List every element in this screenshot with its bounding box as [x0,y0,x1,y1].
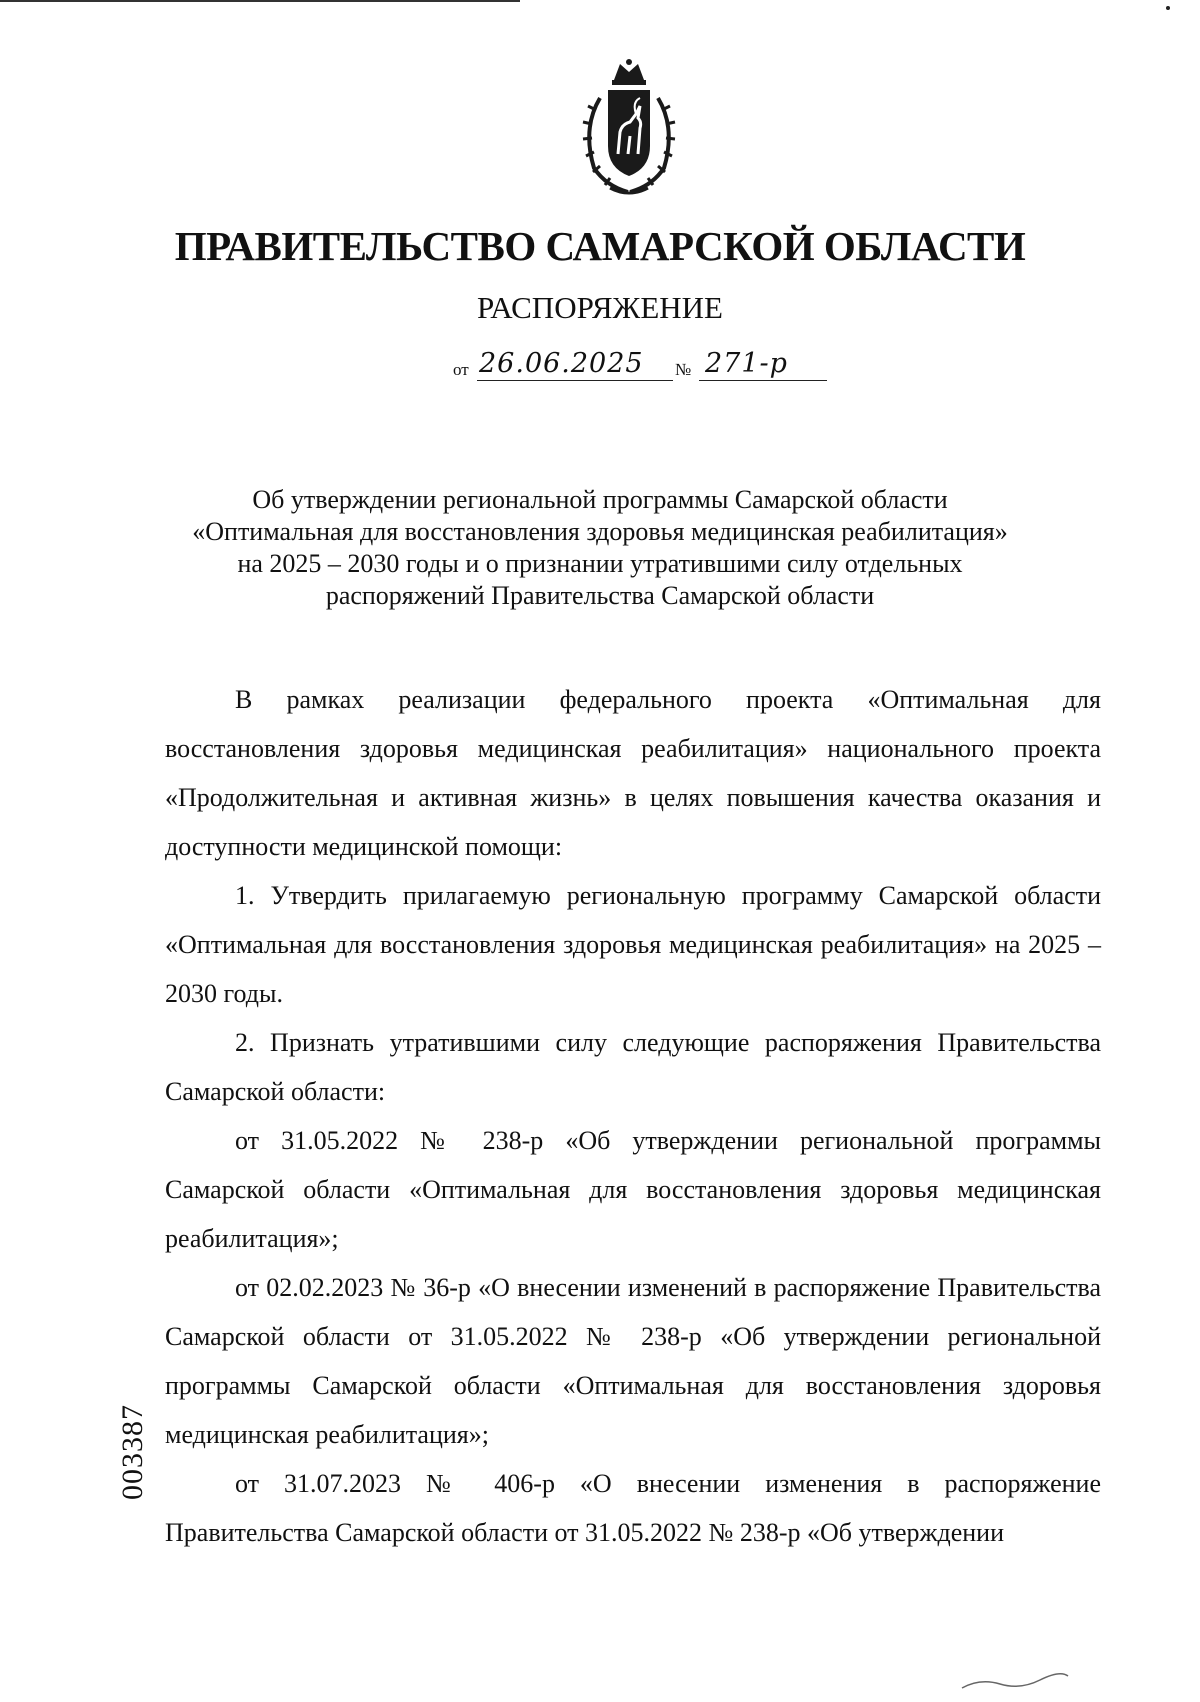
body-paragraph: 2. Признать утратившими силу следующие распоряжения Правительства Самарской области: [165,1028,1101,1106]
body-paragraph: от 02.02.2023 № 36-р «О внесении изменений в распоряжение Правительства Самарской области от 31.05.2022 № 238-р «Об утверждении региональной программы Самарской области «Оптимальная для восстановления здоровья медицинская реабилитация»; [165,1273,1101,1449]
body-paragraph: 1. Утвердить прилагаемую региональную программу Самарской области «Оптимальная для восстановления здоровья медицинская реабилитация» на 2025 – 2030 годы. [165,881,1101,1008]
samara-coat-of-arms-icon [570,58,688,198]
body-paragraph: от 31.07.2023 № 406-р «О внесении изменения в распоряжение Правительства Самарской области от 31.05.2022 № 238-р «Об утверждении [165,1469,1101,1547]
scan-edge-line [0,0,520,2]
date-underline [477,380,673,381]
date-number-line [453,350,833,390]
date-prefix: от [453,360,469,379]
document-body [165,675,1101,1557]
subject-line: Об утверждении региональной программы Самарской области [252,485,948,514]
document-type: РАСПОРЯЖЕНИЕ [477,290,723,325]
number-underline [699,380,827,381]
scan-mark-icon [960,1670,1070,1692]
number-prefix: № [675,360,692,379]
body-paragraph: В рамках реализации федерального проекта «Оптимальная для восстановления здоровья медицинская реабилитация» национального проекта «Продолжительная и активная жизнь» в целях повышения качества оказания и доступности медицинской помощи: [165,685,1101,861]
document-date: 26.06.2025 [479,348,644,379]
document-subject [170,484,1030,612]
government-title: ПРАВИТЕЛЬСТВО САМАРСКОЙ ОБЛАСТИ [174,223,1026,269]
subject-line: на 2025 – 2030 годы и о признании утратившими силу отдельных [237,549,963,578]
scan-dot [1166,6,1170,10]
subject-line: распоряжений Правительства Самарской области [325,581,875,610]
side-registration-number: 003387 [116,1404,149,1500]
body-paragraph: от 31.05.2022 № 238-р «Об утверждении региональной программы Самарской области «Оптимальная для восстановления здоровья медицинская реабилитация»; [165,1126,1101,1253]
subject-line: «Оптимальная для восстановления здоровья медицинская реабилитация» [192,517,1008,546]
document-number: 271-р [705,348,788,379]
